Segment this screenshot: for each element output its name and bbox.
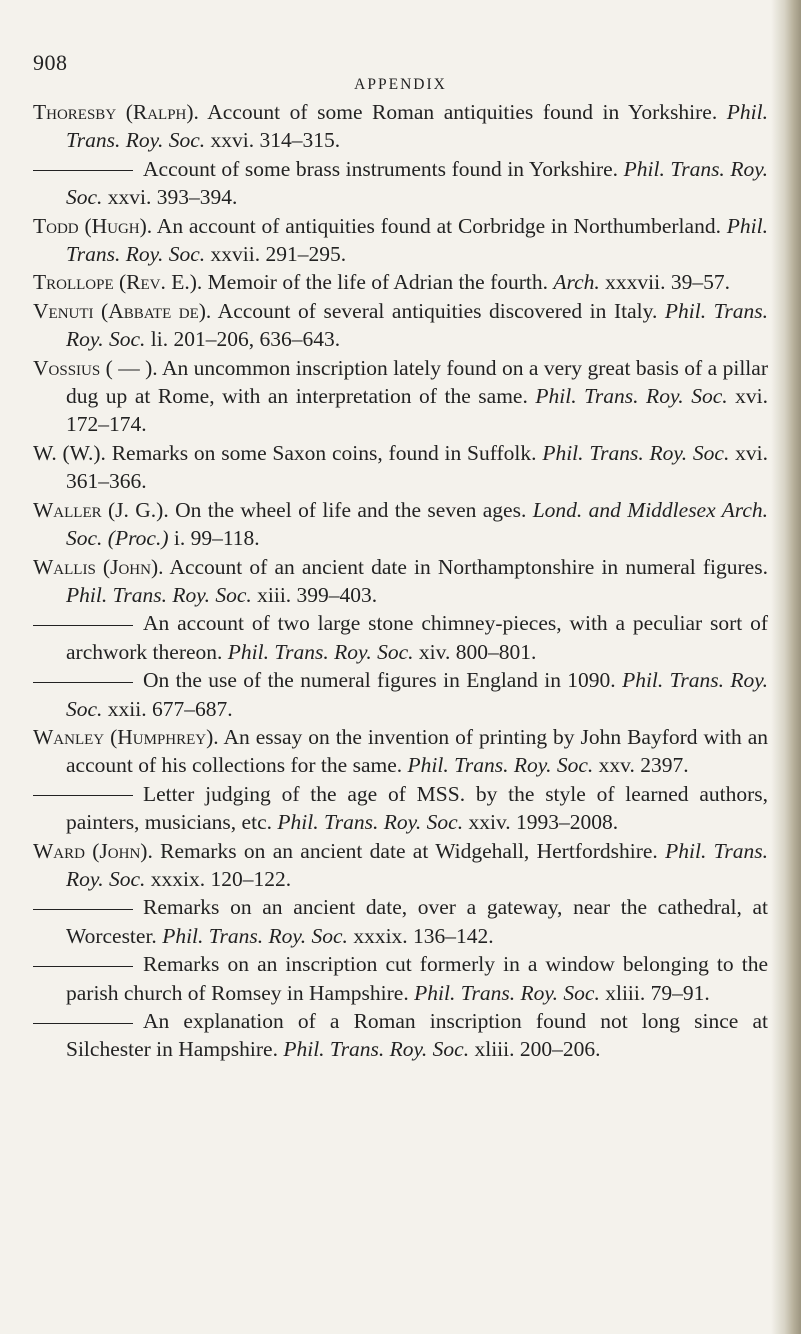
entry-title: On the wheel of life and the seven ages. xyxy=(175,497,527,522)
ditto-dash xyxy=(33,170,133,171)
entry-title: Account of an ancient date in Northamptonshire in numeral figures. xyxy=(169,554,768,579)
entry-reference: xxv. 2397. xyxy=(598,753,689,778)
entry-journal: Phil. Trans. Roy. Soc. xyxy=(414,980,600,1005)
bibliography-entry xyxy=(33,1007,768,1064)
entry-title: Memoir of the life of Adrian the fourth. xyxy=(207,270,548,295)
entry-journal: Phil. Trans. Roy. Soc. xyxy=(66,213,768,267)
entry-author: Waller (J. G.). xyxy=(33,497,169,522)
entry-title: Remarks on some Saxon coins, found in Suffolk. xyxy=(111,440,537,465)
entry-title: Account of some Roman antiquities found in Yorkshire. xyxy=(207,100,718,124)
entry-title: An account of two large stone chimney-pieces, with a peculiar sort of archwork thereon. xyxy=(66,611,768,664)
entry-author: Ward (John). xyxy=(33,838,153,863)
entry-title: An account of antiquities found at Corbridge in Northumberland. xyxy=(156,213,721,238)
ditto-dash xyxy=(33,909,133,910)
entry-journal: Phil. Trans. Roy. Soc. xyxy=(162,923,348,948)
page-edge-shadow xyxy=(771,0,801,1334)
entry-reference: xliii. 200–206. xyxy=(474,1037,601,1062)
entry-reference: xliii. 79–91. xyxy=(605,980,710,1005)
entry-reference: xiii. 399–403. xyxy=(257,582,378,607)
bibliography-entry xyxy=(33,98,768,155)
bibliography-entry xyxy=(33,893,768,950)
entry-title: Remarks on an ancient date at Widgehall, Hertfordshire. xyxy=(160,838,658,863)
bibliography-entry xyxy=(33,950,768,1007)
entry-author: W. (W.). xyxy=(33,440,106,465)
entry-journal: Phil. Trans. Roy. Soc. xyxy=(66,582,252,607)
entry-author: Wallis (John). xyxy=(33,554,164,579)
entry-journal: Phil. Trans. Roy. Soc. xyxy=(66,298,768,352)
entry-reference: xxxix. 120–122. xyxy=(150,866,292,891)
entry-author: Venuti (Abbate de). xyxy=(33,298,212,323)
entry-journal: Phil. Trans. Roy. Soc. xyxy=(66,156,769,210)
entry-author: Thoresby (Ralph). xyxy=(33,100,199,124)
entry-title: An essay on the invention of printing by John Bayford with an account of his collections for the same. xyxy=(66,724,768,778)
ditto-dash xyxy=(33,1023,133,1024)
entry-title: Account of some brass instruments found in Yorkshire. xyxy=(143,156,619,181)
entry-journal: Phil. Trans. Roy. Soc. xyxy=(227,639,414,664)
ditto-dash xyxy=(33,795,133,796)
bibliography-entry xyxy=(33,354,768,439)
bibliography-entry xyxy=(33,268,768,296)
ditto-dash xyxy=(33,625,133,626)
entry-reference: i. 99–118. xyxy=(173,526,260,551)
bibliography-entry xyxy=(33,212,768,269)
entry-reference: xxvi. 314–315. xyxy=(210,128,341,153)
entry-journal: Phil. Trans. Roy. Soc. xyxy=(66,668,768,721)
entry-author: Vossius ( — ). xyxy=(33,355,158,380)
entry-author: Todd (Hugh). xyxy=(33,213,153,238)
bibliography-entry xyxy=(33,155,768,212)
bibliography-entry xyxy=(33,723,768,780)
entry-title: Remarks on an ancient date, over a gateway, near the cathedral, at Worcester. xyxy=(66,895,768,948)
entry-title: Letter judging of the age of MSS. by the style of learned authors, painters, musicians, etc. xyxy=(66,781,768,835)
entry-reference: xiv. 800–801. xyxy=(418,639,537,664)
entry-author: Wanley (Humphrey). xyxy=(33,724,219,749)
page-number: 908 xyxy=(33,50,68,75)
entry-reference: xxxix. 136–142. xyxy=(353,923,494,948)
entry-journal: Arch. xyxy=(553,270,600,295)
entry-title: Account of several antiquities discovered in Italy. xyxy=(217,298,658,323)
entry-title: On the use of the numeral figures in England in 1090. xyxy=(143,668,616,693)
entry-journal: Phil. Trans. Roy. Soc. xyxy=(277,810,464,835)
bibliography-entry xyxy=(33,439,768,496)
entry-journal: Phil. Trans. Roy. Soc. xyxy=(66,100,769,153)
entry-journal: Phil. Trans. Roy. Soc. xyxy=(66,838,769,891)
entry-title: An uncommon inscription lately found on a very great basis of a pillar dug up at Rome, with an interpretation of the same. xyxy=(66,355,768,409)
entry-journal: Phil. Trans. Roy. Soc. xyxy=(542,440,730,465)
bibliography-entry xyxy=(33,297,768,354)
entry-author: Trollope (Rev. E.). xyxy=(33,270,203,295)
ditto-dash xyxy=(33,966,133,967)
bibliography-entry xyxy=(33,496,768,553)
bibliography-entry xyxy=(33,609,768,666)
entry-journal: Phil. Trans. Roy. Soc. xyxy=(535,384,728,409)
bibliography-entry xyxy=(33,780,768,837)
bibliography-entry xyxy=(33,666,768,723)
entry-journal: Lond. and Middlesex Arch. Soc. (Proc.) xyxy=(66,497,768,551)
bibliography-list xyxy=(33,98,768,1064)
entry-reference: xxvii. 291–295. xyxy=(210,242,347,267)
entry-journal: Phil. Trans. Roy. Soc. xyxy=(283,1037,470,1062)
entry-reference: xxii. 677–687. xyxy=(107,696,233,721)
entry-title: Remarks on an inscription cut formerly in a window belonging to the parish church of Romsey in Hampshire. xyxy=(66,952,768,1005)
entry-reference: xvi. 361–366. xyxy=(66,440,769,494)
entry-reference: xxvi. 393–394. xyxy=(107,185,238,210)
bibliography-entry xyxy=(33,553,768,610)
running-head: APPENDIX xyxy=(354,76,447,93)
entry-title: An explanation of a Roman inscription found not long since at Silchester in Hampshire. xyxy=(66,1009,768,1062)
entry-journal: Phil. Trans. Roy. Soc. xyxy=(407,753,594,778)
entry-reference: xxxvii. 39–57. xyxy=(605,270,730,295)
bibliography-entry xyxy=(33,837,768,894)
entry-reference: xxiv. 1993–2008. xyxy=(468,810,619,835)
ditto-dash xyxy=(33,682,133,683)
entry-reference: xvi. 172–174. xyxy=(66,384,769,437)
entry-reference: li. 201–206, 636–643. xyxy=(150,327,341,352)
